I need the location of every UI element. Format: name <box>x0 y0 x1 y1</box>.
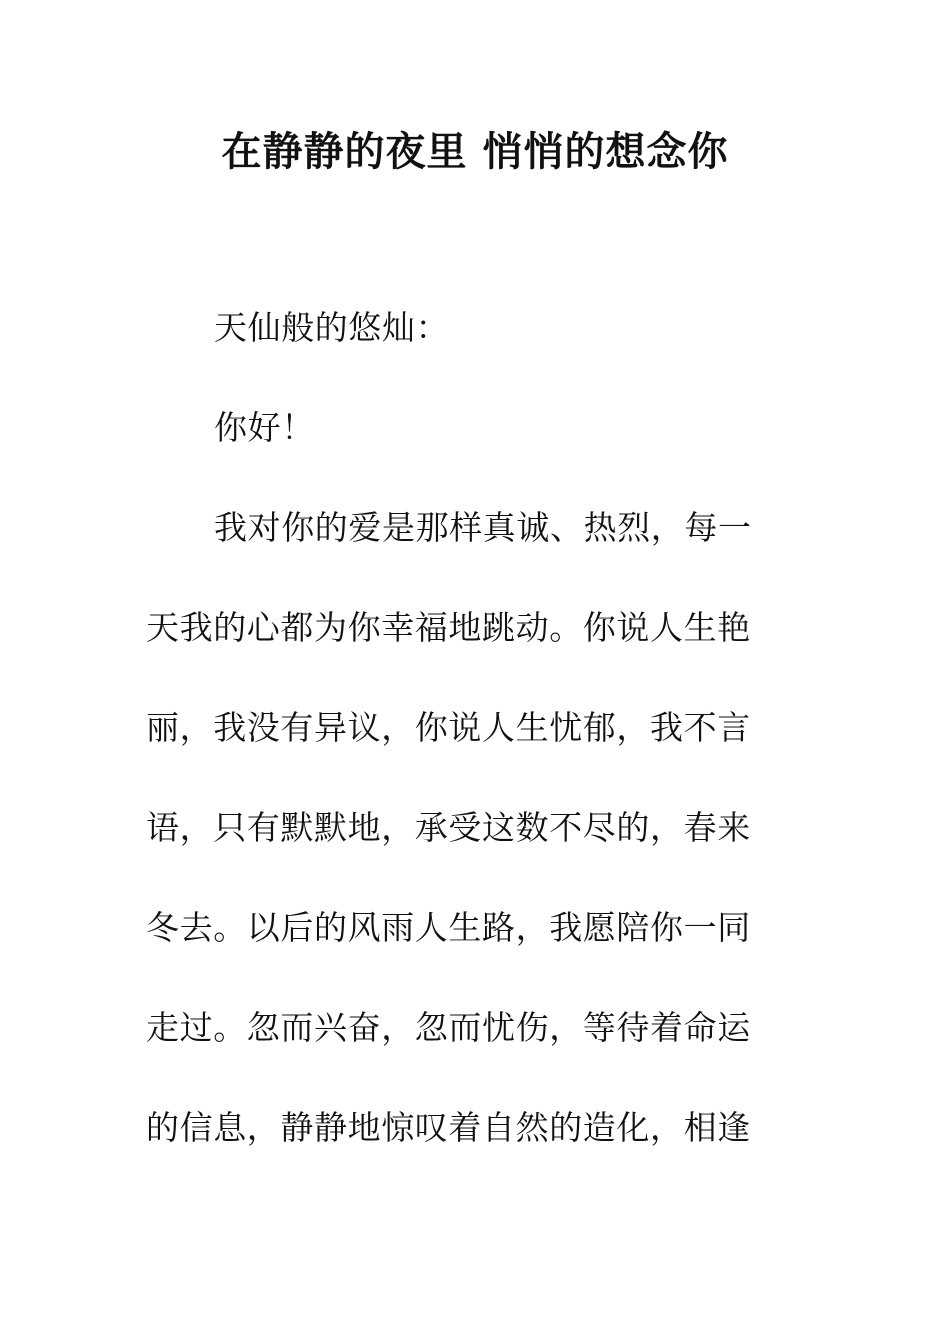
body-line-3: 丽，我没有异议，你说人生忧郁，我不言 <box>146 708 751 747</box>
body-line-6: 走过。忽而兴奋，忽而忧伤，等待着命运 <box>146 1008 751 1047</box>
letter-greeting: 你好！ <box>214 408 315 447</box>
body-line-7: 的信息，静静地惊叹着自然的造化，相逢 <box>146 1108 751 1147</box>
body-line-5: 冬去。以后的风雨人生路，我愿陪你一同 <box>146 908 751 947</box>
body-line-1: 我对你的爱是那样真诚、热烈，每一 <box>214 508 752 547</box>
document-title: 在静静的夜里 悄悄的想念你 <box>221 128 729 175</box>
letter-salutation: 天仙般的悠灿： <box>214 308 450 347</box>
body-line-2: 天我的心都为你幸福地跳动。你说人生艳 <box>146 608 751 647</box>
body-line-4: 语，只有默默地，承受这数不尽的，春来 <box>146 808 751 847</box>
